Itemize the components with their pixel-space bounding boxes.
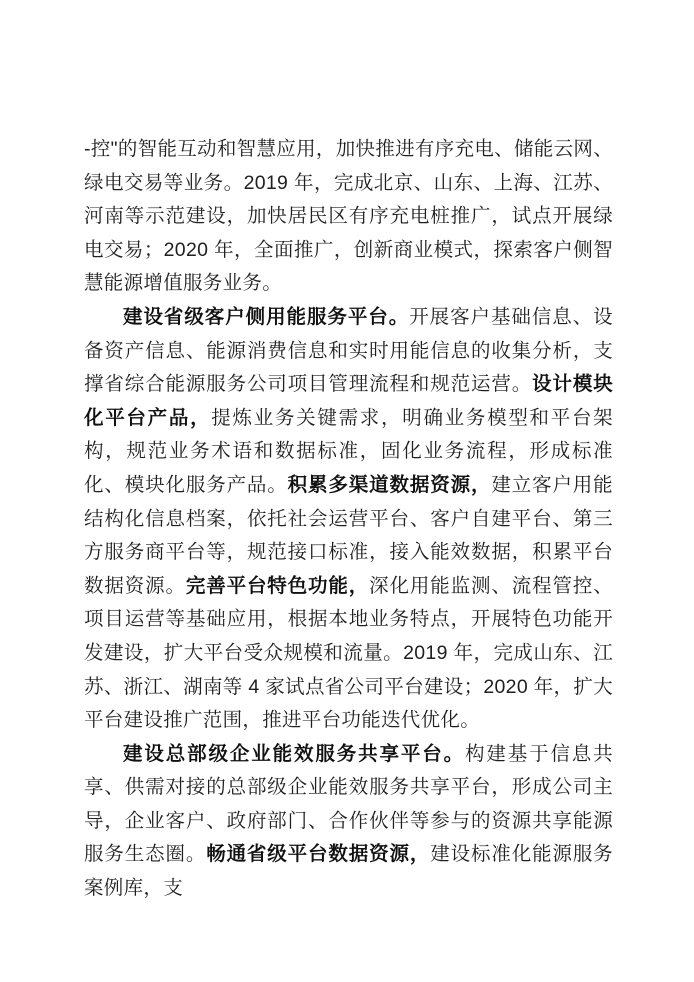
bold-text-run: 积累多渠道数据资源，	[287, 473, 492, 496]
bold-text-run: 建设省级客户侧用能服务平台。	[123, 305, 410, 328]
text-run: 建立客户用能结构化信息档案，依托社会运营平台、客户自建平台、第三方服务商平台等，规范接口标准，接入能效数据，积累平台数据资源。	[84, 473, 613, 597]
paragraph-3	[84, 738, 613, 906]
text-run: 构建基于信息共享、供需对接的总部级企业能效服务共享平台，形成公司主导，企业客户、政府部门、合作伙伴等参与的资源共享能源服务生态圈。	[84, 742, 613, 866]
text-block	[84, 133, 613, 906]
bold-text-run: 畅通省级平台数据资源，	[206, 843, 431, 866]
text-run: 建设标准化能源服务案例库，支	[84, 843, 613, 900]
paragraph-2	[84, 301, 613, 738]
bold-text-run: 设计模块化平台产品，	[84, 373, 613, 429]
bold-text-run: 完善平台特色功能，	[185, 574, 370, 597]
text-run: 提炼业务关键需求，明确业务模型和平台架构，规范业务术语和数据标准，固化业务流程，形成标准化、模块化服务产品。	[84, 406, 613, 496]
text-run: -控"的智能互动和智慧应用，加快推进有序充电、储能云网、绿电交易等业务。2019 年，完成北京、山东、上海、江苏、河南等示范建设，加快居民区有序充电桩推广，试点开展绿电交易；2020 年，全面推广，创新商业模式，探索客户侧智慧能源增值服务业务。	[84, 138, 613, 295]
text-run: 深化用能监测、流程管控、项目运营等基础应用，根据本地业务特点，开展特色功能开发建设，扩大平台受众规模和流量。2019 年，完成山东、江苏、浙江、湖南等 4 家试点省公司平台建设；2020 年，扩大平台建设推广范围，推进平台功能迭代优化。	[84, 574, 613, 732]
paragraph-1	[84, 133, 613, 301]
bold-text-run: 建设总部级企业能效服务共享平台。	[123, 742, 465, 765]
text-run: 开展客户基础信息、设备资产信息、能源消费信息和实时用能信息的收集分析，支撑省综合能源服务公司项目管理流程和规范运营。	[84, 305, 613, 396]
